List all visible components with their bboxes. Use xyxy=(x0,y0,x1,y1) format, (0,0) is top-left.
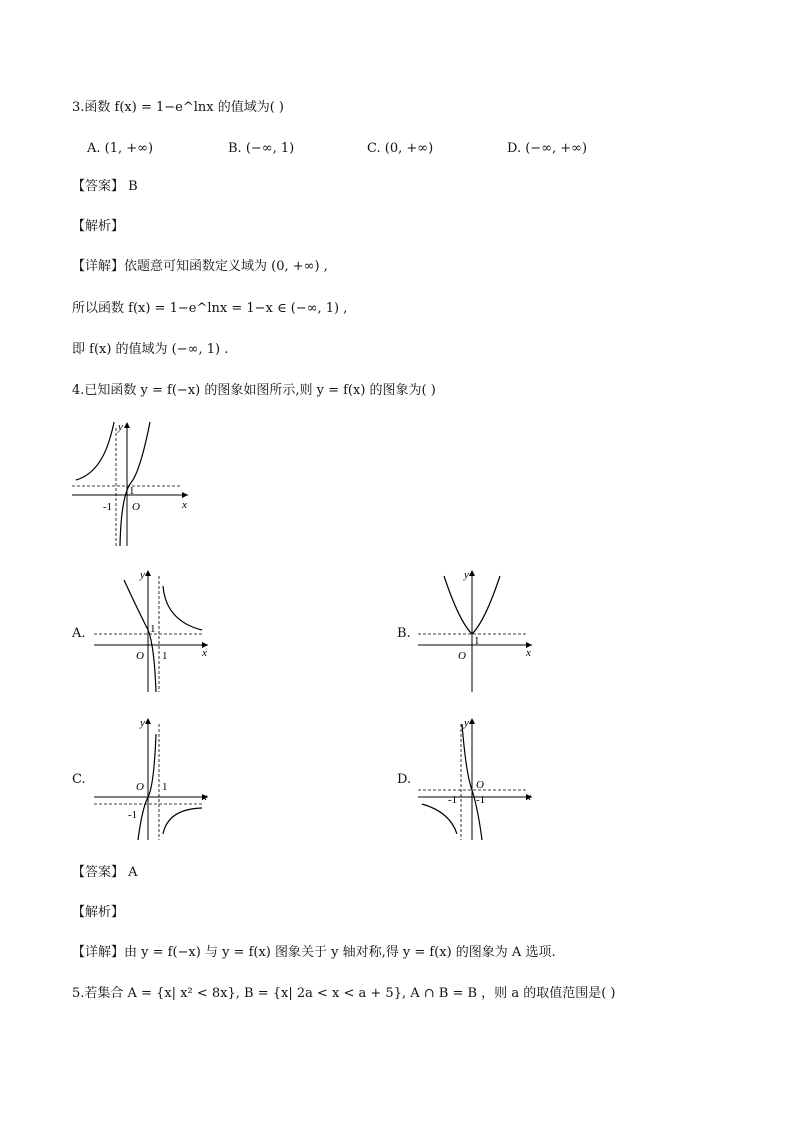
q4-option-d-label: D. xyxy=(397,772,412,787)
main-x-label: x xyxy=(182,499,187,511)
graph-label-5: y xyxy=(140,569,145,581)
main-origin-label: O xyxy=(132,501,140,513)
graph-label-12: O xyxy=(458,650,466,662)
graph-label-20: x xyxy=(526,791,531,803)
q4-detail: 【详解】由 y = f(−x) 与 y = f(x) 图象关于 y 轴对称,得 y = f(x) 的图象为 A 选项. xyxy=(72,945,556,960)
q3-option-d: D. (−∞, +∞) xyxy=(507,141,588,156)
q3-option-a: A. (1, +∞) xyxy=(87,141,154,156)
graph-label-15: x xyxy=(202,791,207,803)
q3-option-c: C. (0, +∞) xyxy=(367,141,434,156)
graph-label-22: -1 xyxy=(448,794,458,806)
main-y-label: y xyxy=(118,421,123,433)
q3-option-b: B. (−∞, 1) xyxy=(228,141,295,156)
q3-detail-2: 所以函数 f(x) = 1−e^lnx = 1−x ∈ (−∞, 1) , xyxy=(72,301,348,316)
q4-option-a-label: A. xyxy=(72,626,86,641)
q3-detail-3: 即 f(x) 的值域为 (−∞, 1) . xyxy=(72,342,229,357)
q4-option-b-graph xyxy=(414,566,534,694)
graph-label-9: 1 xyxy=(162,650,168,662)
graph-label-13: 1 xyxy=(474,635,480,647)
graph-label-16: O xyxy=(136,781,144,793)
graph-label-21: O xyxy=(476,779,484,791)
q4-analysis-heading: 【解析】 xyxy=(72,905,125,920)
q4-answer: 【答案】 A xyxy=(72,865,138,880)
graph-label-6: x xyxy=(202,647,207,659)
q4-option-c-label: C. xyxy=(72,772,86,787)
graph-label-18: -1 xyxy=(128,809,138,821)
q4-option-c-graph xyxy=(90,714,210,842)
graph-label-10: y xyxy=(464,569,469,581)
graph-label-8: 1 xyxy=(150,623,156,635)
q4-option-a-graph xyxy=(90,566,210,694)
q3-answer: 【答案】 B xyxy=(72,179,138,194)
graph-label-19: y xyxy=(464,717,469,729)
q3-detail-1: 【详解】依题意可知函数定义域为 (0, +∞) , xyxy=(72,259,328,274)
graph-label-11: x xyxy=(526,647,531,659)
graph-label-7: O xyxy=(136,650,144,662)
q3-stem: 3.函数 f(x) = 1−e^lnx 的值域为( ) xyxy=(72,100,284,115)
graph-label-23: -1 xyxy=(476,794,486,806)
q4-option-b-label: B. xyxy=(397,626,411,641)
q5-stem: 5.若集合 A = {x| x² < 8x}, B = {x| 2a < x < a + 5}, A ∩ B = B ，则 a 的取值范围是( ) xyxy=(72,986,616,1001)
q4-main-graph xyxy=(70,418,200,550)
q3-analysis-heading: 【解析】 xyxy=(72,219,125,234)
q4-stem: 4.已知函数 y = f(−x) 的图象如图所示,则 y = f(x) 的图象为( ) xyxy=(72,383,436,398)
graph-label-14: y xyxy=(140,717,145,729)
graph-label-17: 1 xyxy=(162,781,168,793)
main-one-label: 1 xyxy=(129,485,135,497)
main-neg-one-label: -1 xyxy=(103,501,113,513)
q4-option-d-graph xyxy=(414,714,534,842)
